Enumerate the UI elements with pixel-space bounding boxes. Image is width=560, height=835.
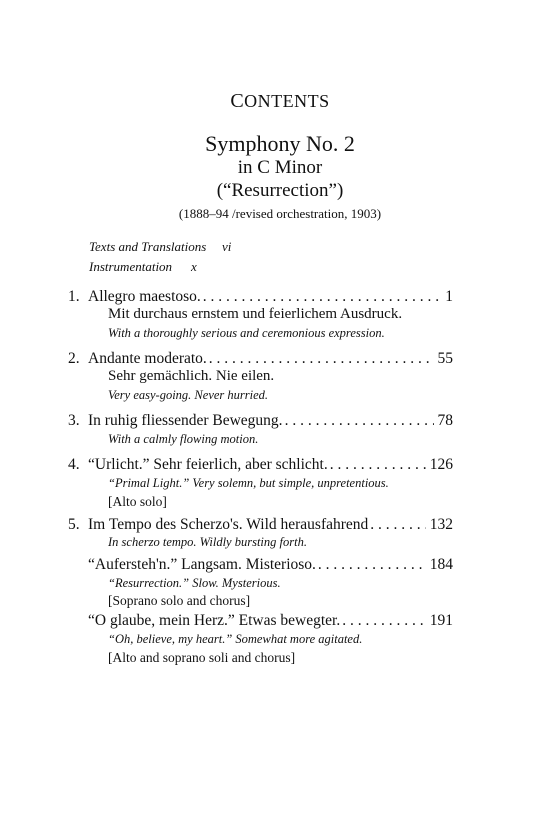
movement-number: 2.	[68, 350, 80, 367]
movement-number: 3.	[68, 412, 80, 429]
page-number: 191	[429, 612, 453, 629]
movement-number: 4.	[68, 456, 80, 473]
symphony-nickname: (“Resurrection”)	[216, 180, 344, 201]
tempo-english: Very easy-going. Never hurried.	[108, 388, 269, 402]
tempo-english: With a calmly flowing motion.	[108, 432, 259, 446]
toc-entry-movement-1[interactable]	[68, 288, 453, 308]
movement-title: Andante moderato.	[88, 350, 207, 367]
page-number: 1	[445, 288, 453, 305]
front-matter-page: x	[191, 259, 197, 274]
toc-entry-section-o-glaube[interactable]	[88, 612, 453, 632]
toc-entry-movement-5[interactable]	[68, 516, 453, 536]
movement-title: “Urlicht.” Sehr feierlich, aber schlicht.	[88, 456, 328, 473]
tempo-english: “Oh, believe, my heart.” Somewhat more agitated.	[108, 632, 363, 646]
dot-leader	[342, 612, 426, 630]
movement-number: 1.	[68, 288, 80, 305]
tempo-german: Mit durchaus ernstem und feierlichem Ausdruck.	[108, 306, 403, 322]
scoring-note: [Soprano solo and chorus]	[108, 593, 251, 608]
symphony-title: Symphony No. 2	[205, 131, 355, 156]
toc-entry-movement-4[interactable]	[68, 456, 453, 476]
front-matter-label: Texts and Translations	[89, 239, 207, 254]
dot-leader	[209, 350, 434, 368]
dot-leader	[203, 288, 441, 306]
page-number: 132	[429, 516, 453, 533]
dot-leader	[330, 456, 426, 474]
dot-leader	[370, 516, 425, 534]
dot-leader	[285, 412, 434, 430]
contents-heading-initial: C	[230, 90, 245, 112]
toc-entry-section-aufersteh-n[interactable]	[88, 556, 453, 576]
movement-title: In ruhig fliessender Bewegung.	[88, 412, 283, 429]
front-matter-page: vi	[222, 239, 232, 254]
tempo-english: “Primal Light.” Very solemn, but simple, unpretentious.	[108, 476, 389, 490]
toc-entry-movement-3[interactable]	[68, 412, 453, 432]
scoring-note: [Alto solo]	[108, 494, 167, 509]
symphony-key: in C Minor	[237, 157, 323, 178]
tempo-german: Sehr gemächlich. Nie eilen.	[108, 368, 275, 384]
contents-heading-rest: ONTENTS	[244, 91, 330, 111]
tempo-english: “Resurrection.” Slow. Mysterious.	[108, 576, 281, 590]
page-number: 55	[437, 350, 453, 367]
page-number: 184	[429, 556, 453, 573]
movement-title: Im Tempo des Scherzo's. Wild herausfahrend	[88, 516, 369, 533]
tempo-english: With a thoroughly serious and ceremonious expression.	[108, 326, 385, 340]
section-title: “Aufersteh'n.” Langsam. Misterioso.	[88, 556, 316, 573]
tempo-english: In scherzo tempo. Wildly bursting forth.	[108, 535, 307, 549]
page-number: 126	[429, 456, 453, 473]
movement-title: Allegro maestoso.	[88, 288, 201, 305]
movement-number: 5.	[68, 516, 80, 533]
symphony-dates: (1888–94 /revised orchestration, 1903)	[178, 206, 382, 221]
toc-entry-movement-2[interactable]	[68, 350, 453, 370]
dot-leader	[318, 556, 426, 574]
scoring-note: [Alto and soprano soli and chorus]	[108, 650, 296, 665]
section-title: “O glaube, mein Herz.” Etwas bewegter.	[88, 612, 341, 629]
page-number: 78	[437, 412, 453, 429]
contents-heading	[0, 90, 560, 113]
front-matter-label: Instrumentation	[89, 259, 173, 274]
